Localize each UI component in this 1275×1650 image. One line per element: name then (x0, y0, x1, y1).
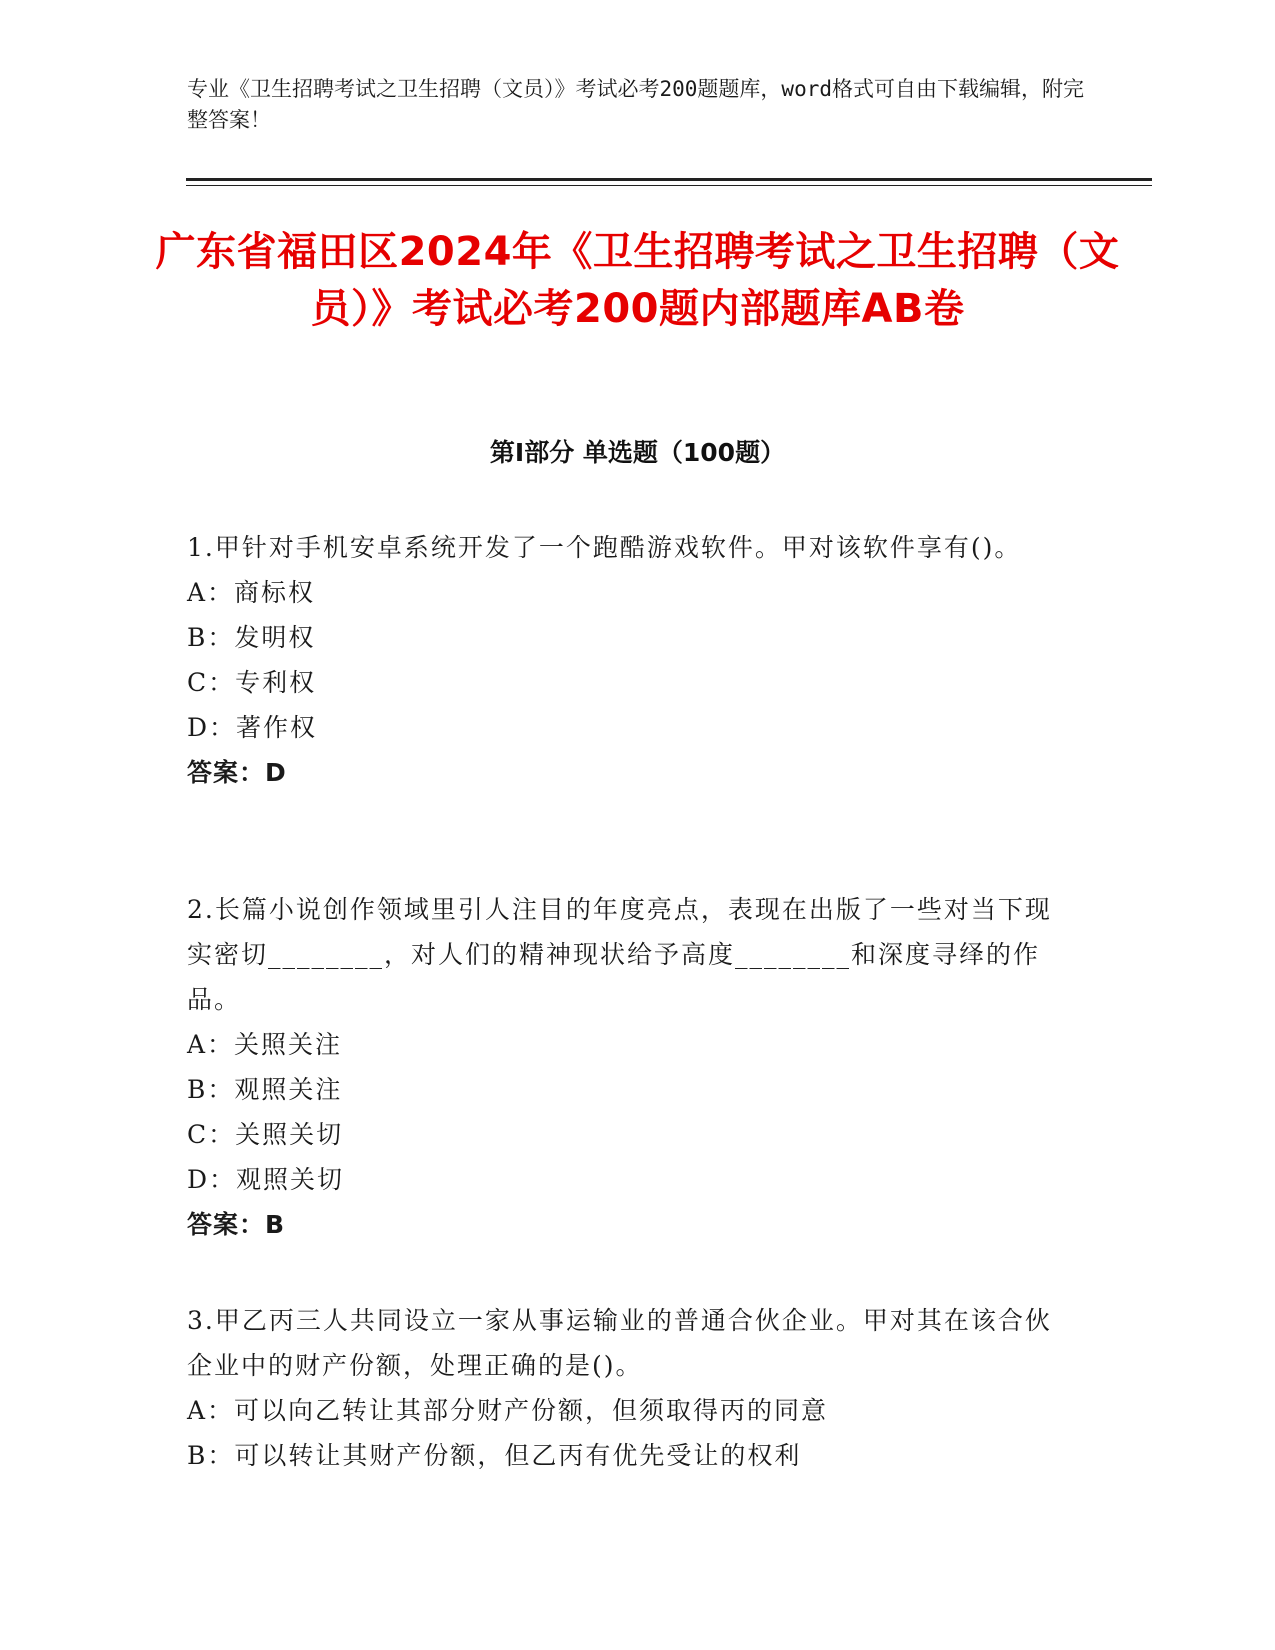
header-divider-thick (186, 178, 1152, 181)
option-b: B：发明权 (187, 623, 316, 652)
question-stem: 1.甲针对手机安卓系统开发了一个跑酷游戏软件。甲对该软件享有()。 (187, 533, 1022, 562)
option-b: B：观照关注 (187, 1075, 343, 1104)
question-stem: 3.甲乙丙三人共同设立一家从事运输业的普通合伙企业。甲对其在该合伙企业中的财产份额，处理正确的是()。 (187, 1306, 1052, 1380)
answer-line: 答案：B (187, 1210, 286, 1239)
question-2 (187, 887, 1067, 1247)
document-title: 广东省福田区2024年《卫生招聘考试之卫生招聘（文员）》考试必考200题内部题库AB卷 (155, 229, 1120, 332)
option-b: B：可以转让其财产份额，但乙丙有优先受让的权利 (187, 1441, 802, 1470)
option-a: A：关照关注 (187, 1030, 343, 1059)
answer-line: 答案：D (187, 758, 287, 787)
question-1 (187, 525, 1067, 795)
question-stem: 2.长篇小说创作领域里引人注目的年度亮点，表现在出版了一些对当下现实密切________，对人们的精神现状给予高度________和深度寻绎的作品。 (187, 895, 1052, 1014)
option-a: A：可以向乙转让其部分财产份额，但须取得丙的同意 (187, 1396, 829, 1425)
option-c: C：关照关切 (187, 1120, 344, 1149)
header-divider-thin (186, 185, 1152, 186)
option-d: D：著作权 (187, 713, 318, 742)
header-note: 专业《卫生招聘考试之卫生招聘（文员）》考试必考200题题库，word格式可自由下载编辑，附完整答案！ (187, 77, 1084, 132)
question-3 (187, 1298, 1067, 1478)
option-d: D：观照关切 (187, 1165, 345, 1194)
option-a: A：商标权 (187, 578, 316, 607)
option-c: C：专利权 (187, 668, 317, 697)
section-heading: 第Ⅰ部分 单选题（100题） (489, 438, 786, 467)
